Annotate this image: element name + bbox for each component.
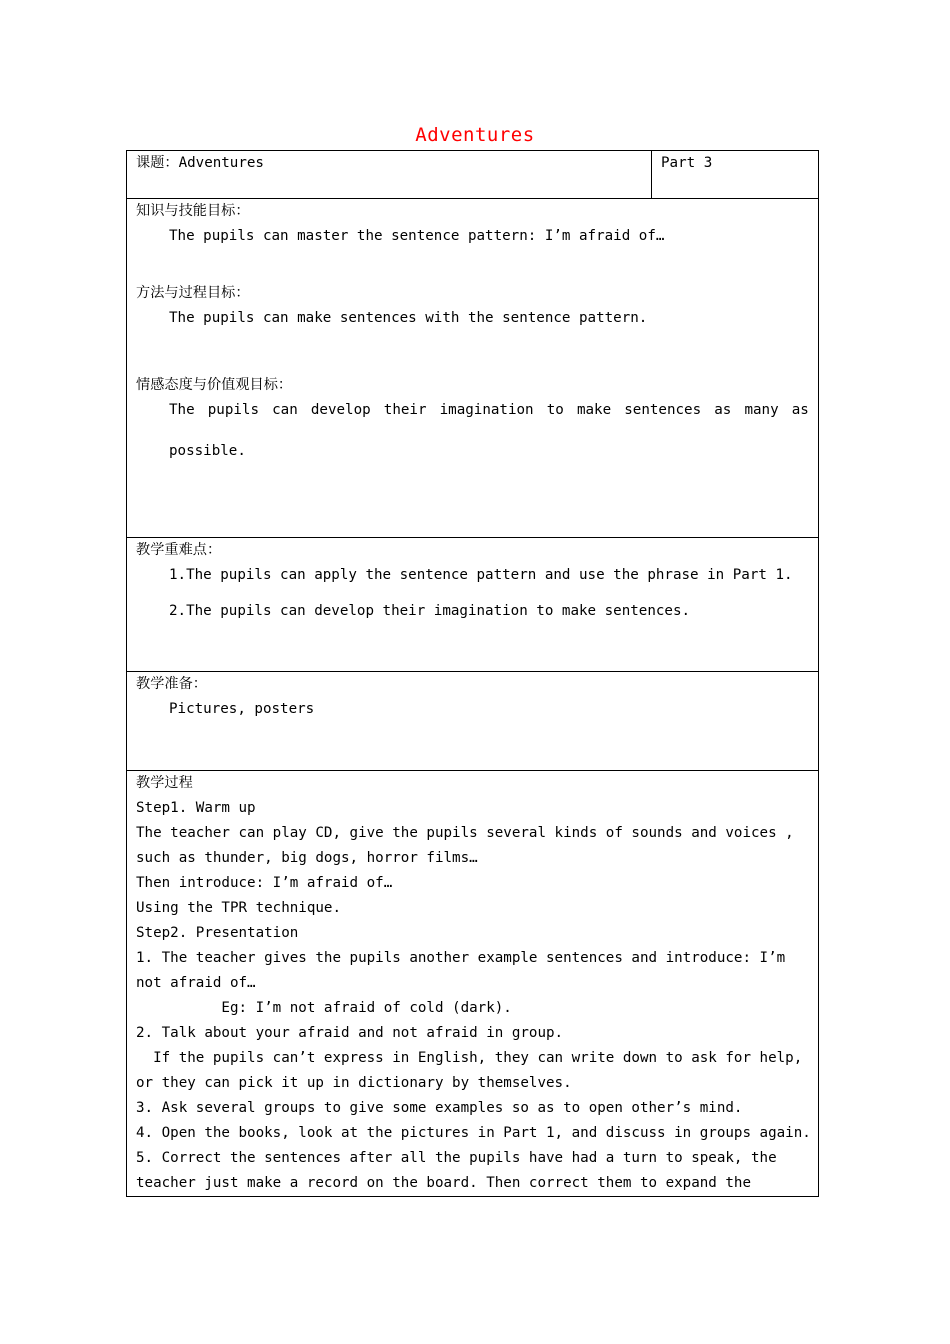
process-line: Using the TPR technique. bbox=[136, 900, 341, 916]
process-line: The teacher can play CD, give the pupils several kinds of sounds and voices , bbox=[136, 825, 794, 841]
process-line: such as thunder, big dogs, horror films… bbox=[136, 850, 478, 866]
key-points-row bbox=[127, 538, 819, 672]
key-point-1: 1.The pupils can apply the sentence pattern and use the phrase in Part 1. bbox=[169, 567, 793, 583]
process-line: 1. The teacher gives the pupils another example sentences and introduce: I’m bbox=[136, 950, 786, 966]
key-points-heading: 教学重难点： bbox=[136, 542, 222, 558]
process-line: 5. Correct the sentences after all the pupils have had a turn to speak, the bbox=[136, 1150, 777, 1166]
process-line: or they can pick it up in dictionary by themselves. bbox=[136, 1075, 572, 1091]
document-title: Adventures bbox=[415, 124, 535, 146]
emotion-text-line1: The pupils can develop their imagination to make sentences as many as bbox=[169, 402, 809, 418]
process-line: 2. Talk about your afraid and not afraid in group. bbox=[136, 1025, 564, 1041]
process-line: teacher just make a record on the board. Then correct them to expand the bbox=[136, 1175, 751, 1191]
process-row bbox=[127, 771, 819, 1197]
part-cell bbox=[652, 151, 819, 199]
process-line: Eg: I’m not afraid of cold (dark). bbox=[136, 1000, 512, 1016]
process-line: Step1. Warm up bbox=[136, 800, 256, 816]
objectives-row bbox=[127, 199, 819, 538]
emotion-heading: 情感态度与价值观目标： bbox=[136, 377, 293, 393]
topic-cell bbox=[127, 151, 652, 199]
emotion-text-line2: possible. bbox=[169, 443, 246, 459]
preparation-text: Pictures, posters bbox=[169, 701, 315, 717]
objectives-cell bbox=[127, 199, 819, 538]
method-heading: 方法与过程目标： bbox=[136, 285, 250, 301]
knowledge-text: The pupils can master the sentence pattern: I’m afraid of… bbox=[169, 228, 665, 244]
process-line: 3. Ask several groups to give some examples so as to open other’s mind. bbox=[136, 1100, 743, 1116]
process-heading: 教学过程 bbox=[136, 775, 193, 791]
part-label: Part 3 bbox=[661, 155, 713, 171]
process-line: not afraid of… bbox=[136, 975, 256, 991]
process-cell bbox=[127, 771, 819, 1197]
process-line: Step2. Presentation bbox=[136, 925, 299, 941]
header-row bbox=[127, 151, 819, 199]
process-line: Then introduce: I’m afraid of… bbox=[136, 875, 393, 891]
process-line: 4. Open the books, look at the pictures in Part 1, and discuss in groups again. bbox=[136, 1125, 811, 1141]
key-points-cell bbox=[127, 538, 819, 672]
knowledge-heading: 知识与技能目标： bbox=[136, 203, 250, 219]
key-point-2: 2.The pupils can develop their imagination to make sentences. bbox=[169, 603, 691, 619]
lesson-plan-table bbox=[126, 150, 819, 1197]
process-line: If the pupils can’t express in English, they can write down to ask for help, bbox=[136, 1050, 803, 1066]
preparation-cell bbox=[127, 672, 819, 771]
preparation-heading: 教学准备： bbox=[136, 676, 207, 692]
topic-label: 课题：Adventures bbox=[136, 155, 264, 171]
preparation-row bbox=[127, 672, 819, 771]
method-text: The pupils can make sentences with the sentence pattern. bbox=[169, 310, 648, 326]
